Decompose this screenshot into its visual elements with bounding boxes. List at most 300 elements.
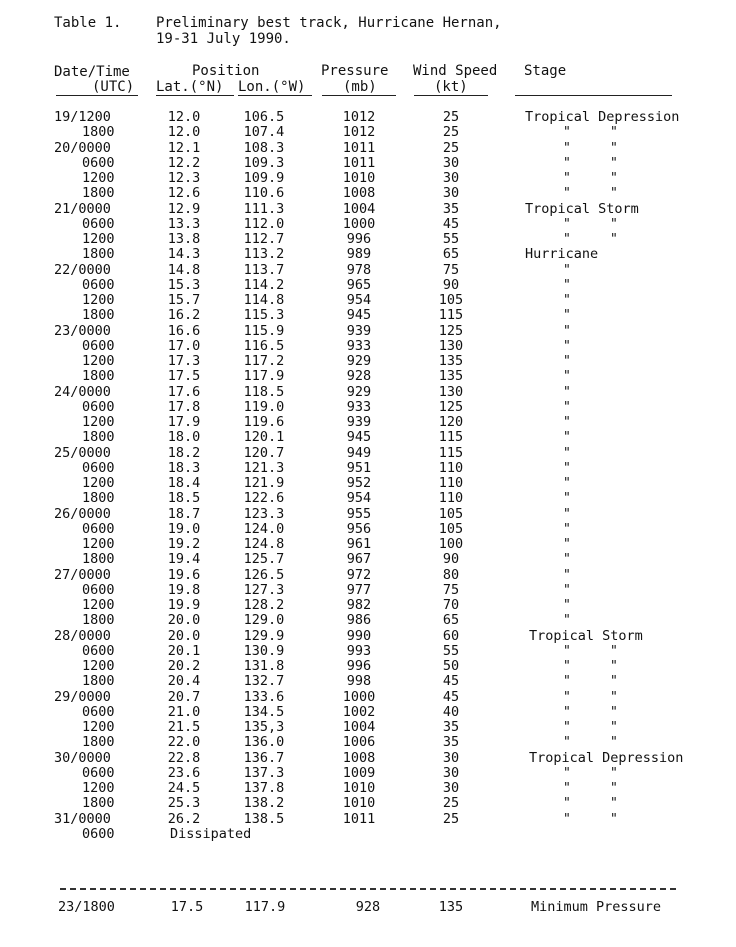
- row-lat: 18.5: [167, 490, 201, 506]
- row-lon: 107.4: [243, 124, 285, 140]
- row-datetime: 0600: [82, 704, 115, 720]
- row-datetime: 1200: [82, 231, 115, 247]
- row-wind: 80: [442, 567, 460, 583]
- row-lat: 23.6: [167, 765, 201, 781]
- header-pressure: Pressure: [321, 63, 389, 79]
- row-stage: ": [563, 461, 571, 476]
- row-datetime: 0600: [82, 338, 115, 354]
- row-lon: 117.2: [243, 353, 285, 369]
- row-lon: 113.7: [243, 262, 285, 278]
- row-lon: 124.0: [243, 521, 285, 537]
- row-lon: 109.9: [243, 170, 285, 186]
- summary-lon: 117.9: [244, 899, 286, 915]
- row-pressure: 945: [346, 307, 372, 323]
- row-pressure: 929: [346, 353, 372, 369]
- row-wind: 125: [438, 399, 464, 415]
- row-lon: 118.5: [243, 384, 285, 400]
- row-lat: 13.3: [167, 216, 201, 232]
- row-wind: 55: [442, 643, 460, 659]
- row-pressure: 1010: [342, 780, 376, 796]
- row-wind: 75: [442, 582, 460, 598]
- row-lat: 16.6: [167, 323, 201, 339]
- row-lat: 20.0: [167, 612, 201, 628]
- row-pressure: 956: [346, 521, 372, 537]
- header-position: Position: [192, 63, 260, 79]
- row-pressure: 1012: [342, 124, 376, 140]
- row-datetime: 24/0000: [54, 384, 111, 400]
- row-wind: 110: [438, 475, 464, 491]
- row-lon: 115.3: [243, 307, 285, 323]
- row-datetime: 1200: [82, 475, 115, 491]
- row-datetime: 0600: [82, 460, 115, 476]
- row-pressure: 1008: [342, 185, 376, 201]
- row-lon: 116.5: [243, 338, 285, 354]
- row-stage: " ": [563, 720, 618, 735]
- row-wind: 100: [438, 536, 464, 552]
- row-pressure: 1000: [342, 216, 376, 232]
- row-lon: 112.0: [243, 216, 285, 232]
- row-wind: 30: [442, 780, 460, 796]
- row-wind: 35: [442, 734, 460, 750]
- row-datetime: 26/0000: [54, 506, 111, 522]
- row-lat: 17.0: [167, 338, 201, 354]
- row-wind: 65: [442, 246, 460, 262]
- row-lat: 14.8: [167, 262, 201, 278]
- row-lon: 136.7: [243, 750, 285, 766]
- row-wind: 65: [442, 612, 460, 628]
- row-lat: 16.2: [167, 307, 201, 323]
- row-lon: 135,3: [243, 719, 285, 735]
- row-wind: 30: [442, 185, 460, 201]
- row-lat: 19.4: [167, 551, 201, 567]
- row-lon: 114.8: [243, 292, 285, 308]
- row-lon: 120.1: [243, 429, 285, 445]
- row-pressure: 998: [346, 673, 372, 689]
- row-lon: 138.2: [243, 795, 285, 811]
- row-datetime: 0600: [82, 826, 115, 842]
- row-wind: 90: [442, 277, 460, 293]
- row-datetime: 1800: [82, 673, 115, 689]
- row-lat: 20.1: [167, 643, 201, 659]
- row-stage: " ": [563, 659, 618, 674]
- row-lat: 20.4: [167, 673, 201, 689]
- row-pressure: 951: [346, 460, 372, 476]
- row-lon: 137.3: [243, 765, 285, 781]
- row-wind: 30: [442, 765, 460, 781]
- row-lon: 106.5: [243, 109, 285, 125]
- row-stage: ": [563, 369, 571, 384]
- row-wind: 25: [442, 811, 460, 827]
- row-datetime: 1200: [82, 780, 115, 796]
- row-wind: 30: [442, 750, 460, 766]
- row-lon: 115.9: [243, 323, 285, 339]
- row-datetime: 19/1200: [54, 109, 111, 125]
- row-datetime: 1200: [82, 414, 115, 430]
- row-datetime: 31/0000: [54, 811, 111, 827]
- row-stage: ": [563, 400, 571, 415]
- row-lon: 121.9: [243, 475, 285, 491]
- row-datetime: 0600: [82, 216, 115, 232]
- row-lon: 129.0: [243, 612, 285, 628]
- row-lat: 19.2: [167, 536, 201, 552]
- row-lon: 138.5: [243, 811, 285, 827]
- row-lat: 17.3: [167, 353, 201, 369]
- header-lon-underline: [238, 95, 312, 96]
- row-stage: " ": [563, 735, 618, 750]
- row-stage: " ": [563, 812, 618, 827]
- row-stage: ": [563, 308, 571, 323]
- row-dissipated: Dissipated: [170, 826, 252, 842]
- row-pressure: 929: [346, 384, 372, 400]
- header-datetime: Date/Time: [54, 64, 130, 80]
- header-pressure-unit: (mb): [343, 79, 377, 95]
- header-lon: Lon.(°W): [238, 79, 306, 95]
- row-datetime: 0600: [82, 643, 115, 659]
- row-wind: 45: [442, 689, 460, 705]
- row-datetime: 1800: [82, 612, 115, 628]
- row-wind: 35: [442, 719, 460, 735]
- row-lat: 17.5: [167, 368, 201, 384]
- row-lat: 17.8: [167, 399, 201, 415]
- header-wind-underline: [414, 95, 488, 96]
- row-stage: " ": [563, 644, 618, 659]
- row-wind: 55: [442, 231, 460, 247]
- row-lon: 130.9: [243, 643, 285, 659]
- row-lat: 12.6: [167, 185, 201, 201]
- row-pressure: 993: [346, 643, 372, 659]
- row-wind: 105: [438, 506, 464, 522]
- row-stage: Tropical Depression: [525, 109, 680, 125]
- row-datetime: 1800: [82, 795, 115, 811]
- row-lat: 12.9: [167, 201, 201, 217]
- row-stage: " ": [563, 141, 618, 156]
- summary-pressure: 928: [355, 899, 381, 915]
- header-pressure-underline: [322, 95, 396, 96]
- row-stage: ": [563, 278, 571, 293]
- row-lat: 17.9: [167, 414, 201, 430]
- row-wind: 30: [442, 155, 460, 171]
- row-lat: 12.3: [167, 170, 201, 186]
- row-pressure: 977: [346, 582, 372, 598]
- row-wind: 35: [442, 201, 460, 217]
- row-pressure: 990: [346, 628, 372, 644]
- summary-stage: Minimum Pressure: [531, 899, 662, 915]
- row-lat: 19.9: [167, 597, 201, 613]
- row-stage: " ": [563, 766, 618, 781]
- row-lat: 21.0: [167, 704, 201, 720]
- row-pressure: 1010: [342, 170, 376, 186]
- row-pressure: 1011: [342, 155, 376, 171]
- table-label: Table 1.: [54, 15, 122, 31]
- row-wind: 105: [438, 521, 464, 537]
- row-stage: " ": [563, 674, 618, 689]
- row-stage: " ": [563, 156, 618, 171]
- row-wind: 30: [442, 170, 460, 186]
- row-stage: ": [563, 446, 571, 461]
- row-pressure: 1009: [342, 765, 376, 781]
- row-stage: ": [563, 354, 571, 369]
- table-title-line1: Preliminary best track, Hurricane Hernan,: [156, 15, 502, 31]
- row-wind: 70: [442, 597, 460, 613]
- row-lon: 119.6: [243, 414, 285, 430]
- row-lat: 20.2: [167, 658, 201, 674]
- row-lat: 18.3: [167, 460, 201, 476]
- row-datetime: 0600: [82, 521, 115, 537]
- row-lon: 126.5: [243, 567, 285, 583]
- row-lon: 119.0: [243, 399, 285, 415]
- row-datetime: 20/0000: [54, 140, 111, 156]
- row-pressure: 989: [346, 246, 372, 262]
- row-stage: ": [563, 598, 571, 613]
- row-pressure: 1004: [342, 719, 376, 735]
- header-utc: (UTC): [92, 79, 135, 95]
- row-pressure: 1008: [342, 750, 376, 766]
- row-stage: ": [563, 339, 571, 354]
- row-pressure: 954: [346, 292, 372, 308]
- row-wind: 130: [438, 338, 464, 354]
- row-pressure: 933: [346, 338, 372, 354]
- row-stage: ": [563, 293, 571, 308]
- row-pressure: 954: [346, 490, 372, 506]
- summary-separator: [60, 888, 676, 890]
- row-pressure: 933: [346, 399, 372, 415]
- row-pressure: 996: [346, 231, 372, 247]
- row-datetime: 27/0000: [54, 567, 111, 583]
- row-datetime: 23/0000: [54, 323, 111, 339]
- row-stage: ": [563, 263, 571, 278]
- row-stage: Tropical Depression: [529, 750, 684, 766]
- row-pressure: 982: [346, 597, 372, 613]
- row-lat: 24.5: [167, 780, 201, 796]
- row-lon: 120.7: [243, 445, 285, 461]
- row-datetime: 1200: [82, 658, 115, 674]
- row-stage: " ": [563, 690, 618, 705]
- row-stage: " ": [563, 171, 618, 186]
- header-stage-underline: [515, 95, 672, 96]
- row-stage: ": [563, 552, 571, 567]
- row-lon: 127.3: [243, 582, 285, 598]
- row-wind: 60: [442, 628, 460, 644]
- row-datetime: 1800: [82, 551, 115, 567]
- row-lat: 21.5: [167, 719, 201, 735]
- row-lat: 19.6: [167, 567, 201, 583]
- row-datetime: 1800: [82, 185, 115, 201]
- row-pressure: 939: [346, 414, 372, 430]
- row-wind: 40: [442, 704, 460, 720]
- header-wind-unit: (kt): [434, 79, 468, 95]
- row-pressure: 1006: [342, 734, 376, 750]
- row-wind: 125: [438, 323, 464, 339]
- row-pressure: 996: [346, 658, 372, 674]
- row-lat: 13.8: [167, 231, 201, 247]
- row-wind: 120: [438, 414, 464, 430]
- row-lon: 108.3: [243, 140, 285, 156]
- row-stage: ": [563, 324, 571, 339]
- row-lon: 129.9: [243, 628, 285, 644]
- row-lat: 20.7: [167, 689, 201, 705]
- row-wind: 110: [438, 460, 464, 476]
- row-datetime: 29/0000: [54, 689, 111, 705]
- row-lat: 12.0: [167, 124, 201, 140]
- row-wind: 50: [442, 658, 460, 674]
- row-pressure: 1010: [342, 795, 376, 811]
- row-lat: 26.2: [167, 811, 201, 827]
- row-wind: 135: [438, 368, 464, 384]
- row-datetime: 1200: [82, 353, 115, 369]
- row-datetime: 1200: [82, 170, 115, 186]
- row-lon: 114.2: [243, 277, 285, 293]
- row-wind: 45: [442, 673, 460, 689]
- row-stage: ": [563, 568, 571, 583]
- row-lon: 128.2: [243, 597, 285, 613]
- row-stage: ": [563, 537, 571, 552]
- row-datetime: 21/0000: [54, 201, 111, 217]
- row-stage: " ": [563, 796, 618, 811]
- row-wind: 90: [442, 551, 460, 567]
- row-lon: 133.6: [243, 689, 285, 705]
- row-lat: 18.4: [167, 475, 201, 491]
- row-wind: 110: [438, 490, 464, 506]
- row-stage: Tropical Storm: [529, 628, 643, 644]
- row-datetime: 25/0000: [54, 445, 111, 461]
- row-datetime: 1800: [82, 429, 115, 445]
- row-pressure: 939: [346, 323, 372, 339]
- row-pressure: 945: [346, 429, 372, 445]
- row-pressure: 1000: [342, 689, 376, 705]
- row-pressure: 949: [346, 445, 372, 461]
- row-lon: 125.7: [243, 551, 285, 567]
- row-wind: 115: [438, 445, 464, 461]
- row-stage: ": [563, 522, 571, 537]
- row-wind: 105: [438, 292, 464, 308]
- header-stage: Stage: [524, 63, 567, 79]
- row-lon: 121.3: [243, 460, 285, 476]
- row-lon: 122.6: [243, 490, 285, 506]
- row-datetime: 1200: [82, 719, 115, 735]
- row-pressure: 1012: [342, 109, 376, 125]
- row-pressure: 1011: [342, 811, 376, 827]
- row-lat: 17.6: [167, 384, 201, 400]
- row-datetime: 30/0000: [54, 750, 111, 766]
- table-title-line2: 19-31 July 1990.: [156, 31, 291, 47]
- row-lon: 112.7: [243, 231, 285, 247]
- row-stage: " ": [563, 217, 618, 232]
- row-lat: 18.7: [167, 506, 201, 522]
- row-wind: 130: [438, 384, 464, 400]
- row-datetime: 0600: [82, 399, 115, 415]
- row-datetime: 1800: [82, 734, 115, 750]
- row-datetime: 1800: [82, 246, 115, 262]
- header-datetime-underline: [56, 95, 138, 96]
- row-lon: 111.3: [243, 201, 285, 217]
- row-lon: 136.0: [243, 734, 285, 750]
- row-lon: 113.2: [243, 246, 285, 262]
- row-lon: 117.9: [243, 368, 285, 384]
- row-lat: 14.3: [167, 246, 201, 262]
- row-stage: ": [563, 613, 571, 628]
- row-pressure: 972: [346, 567, 372, 583]
- row-datetime: 1800: [82, 368, 115, 384]
- row-lon: 132.7: [243, 673, 285, 689]
- row-pressure: 1011: [342, 140, 376, 156]
- row-stage: " ": [563, 781, 618, 796]
- row-wind: 75: [442, 262, 460, 278]
- row-stage: " ": [563, 232, 618, 247]
- row-lon: 131.8: [243, 658, 285, 674]
- row-lat: 12.1: [167, 140, 201, 156]
- row-datetime: 0600: [82, 155, 115, 171]
- row-stage: ": [563, 385, 571, 400]
- row-wind: 25: [442, 795, 460, 811]
- row-lat: 18.0: [167, 429, 201, 445]
- row-stage: Hurricane: [525, 246, 599, 262]
- row-lon: 110.6: [243, 185, 285, 201]
- row-lat: 15.3: [167, 277, 201, 293]
- row-datetime: 22/0000: [54, 262, 111, 278]
- row-pressure: 952: [346, 475, 372, 491]
- row-stage: Tropical Storm: [525, 201, 639, 217]
- row-pressure: 986: [346, 612, 372, 628]
- row-wind: 135: [438, 353, 464, 369]
- row-wind: 45: [442, 216, 460, 232]
- row-stage: " ": [563, 186, 618, 201]
- row-lon: 124.8: [243, 536, 285, 552]
- row-stage: ": [563, 507, 571, 522]
- row-lat: 20.0: [167, 628, 201, 644]
- row-stage: ": [563, 491, 571, 506]
- row-wind: 25: [442, 124, 460, 140]
- row-datetime: 0600: [82, 582, 115, 598]
- row-datetime: 0600: [82, 765, 115, 781]
- row-lat: 12.2: [167, 155, 201, 171]
- row-lat: 22.0: [167, 734, 201, 750]
- row-pressure: 978: [346, 262, 372, 278]
- row-pressure: 965: [346, 277, 372, 293]
- row-pressure: 961: [346, 536, 372, 552]
- summary-lat: 17.5: [170, 899, 204, 915]
- row-wind: 115: [438, 429, 464, 445]
- row-pressure: 955: [346, 506, 372, 522]
- row-lat: 19.0: [167, 521, 201, 537]
- row-lon: 137.8: [243, 780, 285, 796]
- row-datetime: 28/0000: [54, 628, 111, 644]
- row-datetime: 1200: [82, 292, 115, 308]
- row-lat: 18.2: [167, 445, 201, 461]
- summary-datetime: 23/1800: [58, 899, 115, 915]
- row-datetime: 1800: [82, 490, 115, 506]
- row-pressure: 1002: [342, 704, 376, 720]
- row-lat: 22.8: [167, 750, 201, 766]
- row-datetime: 1800: [82, 307, 115, 323]
- row-lat: 25.3: [167, 795, 201, 811]
- header-lat-underline: [156, 95, 234, 96]
- row-pressure: 928: [346, 368, 372, 384]
- row-stage: ": [563, 476, 571, 491]
- row-datetime: 0600: [82, 277, 115, 293]
- summary-wind: 135: [438, 899, 464, 915]
- row-pressure: 1004: [342, 201, 376, 217]
- row-stage: ": [563, 583, 571, 598]
- row-datetime: 1800: [82, 124, 115, 140]
- row-lon: 109.3: [243, 155, 285, 171]
- row-stage: " ": [563, 125, 618, 140]
- row-stage: " ": [563, 705, 618, 720]
- row-stage: ": [563, 415, 571, 430]
- row-wind: 25: [442, 140, 460, 156]
- row-lon: 134.5: [243, 704, 285, 720]
- row-lat: 12.0: [167, 109, 201, 125]
- row-datetime: 1200: [82, 597, 115, 613]
